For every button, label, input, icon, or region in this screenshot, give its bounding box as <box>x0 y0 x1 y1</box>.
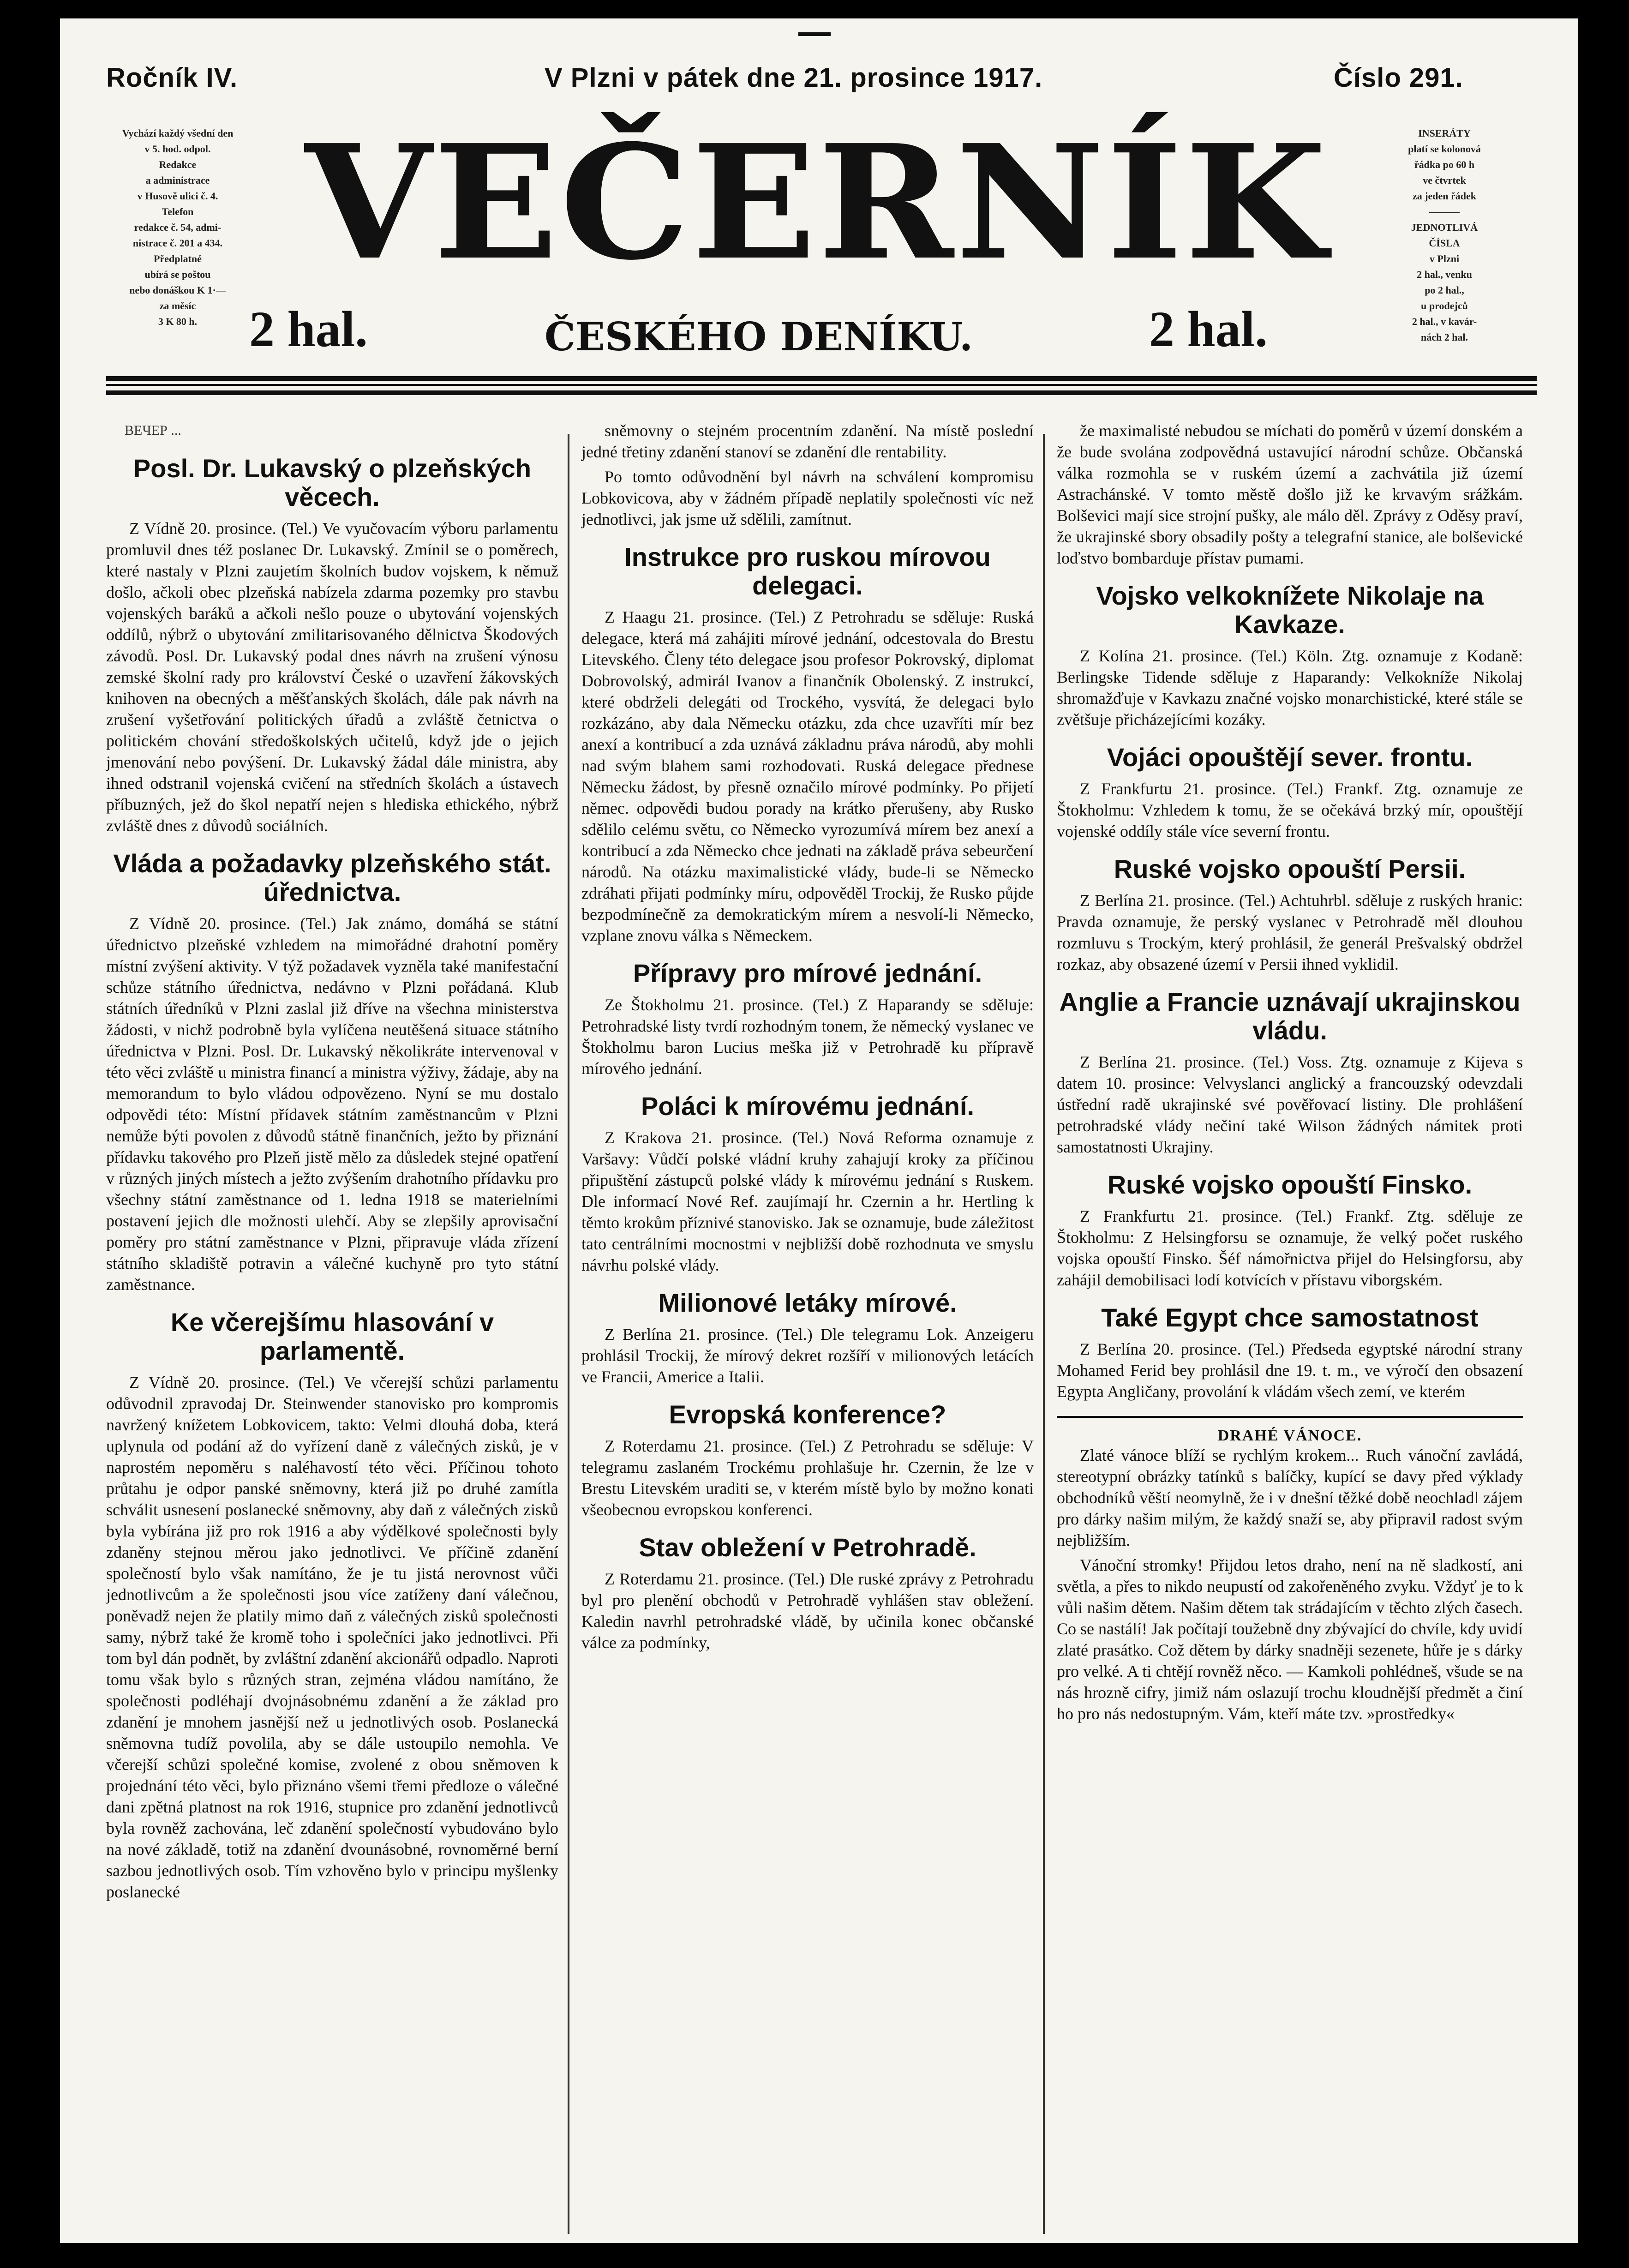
column-middle <box>581 420 1034 1657</box>
side-box-line: 2 hal., venku <box>1417 269 1472 280</box>
masthead-rule <box>106 376 1537 381</box>
article-paragraph: Z Berlína 21. prosince. (Tel.) Achtuhrbl. sděluje z ruských hranic: Pravda oznamuje, že perský vyslanec v Petrohradě měl dlouhou rozmluvu s Trockým, který prohlásil, že generál Prešvalský obdržel rozkaz, aby obsazené území v Persii ihned vyklidil. <box>1057 891 1523 973</box>
side-box-line: Vychází každý všední den <box>122 127 234 139</box>
article-paragraph: Z Kolína 21. prosince. (Tel.) Köln. Ztg. oznamuje z Kodaně: Berlingske Tidende sděluje z Haparandy: Velkokníže Nikolaj shromažďuje v Kavkazu značné vojsko monarchistické, které stále se zvětšuje přicházejícími kozáky. <box>1057 647 1523 729</box>
column-divider <box>1043 434 1045 2234</box>
side-box-line: nách 2 hal. <box>1420 331 1468 343</box>
side-box-line: ——— <box>1429 206 1460 217</box>
masthead-title: VEČERNÍK <box>305 111 1329 295</box>
top-mark <box>798 32 831 36</box>
feuilleton-title: DRAHÉ VÁNOCE. <box>1057 1416 1523 1445</box>
side-box-line: nistrace č. 201 a 434. <box>132 237 223 249</box>
side-box-line: ubírá se poštou <box>144 269 211 280</box>
issue-number: Číslo 291. <box>1334 63 1463 93</box>
side-box-line: v 5. hod. odpol. <box>144 143 211 155</box>
side-box-line: a administrace <box>145 174 210 186</box>
column-marker: ВЕЧЕР ... <box>125 423 181 438</box>
article-paragraph: Po tomto odůvodnění byl návrh na schválení kompromisu Lobkovicova, aby v žádném případě neplatily společnosti víc než jednotlivci, jak jsme už sdělili, zamítnut. <box>581 468 1034 528</box>
article-paragraph: sněmovny o stejném procentním zdanění. Na místě poslední jedné třetiny zdanění stanoví se zdanění dle rentability. <box>581 421 1034 461</box>
side-box-line: Telefon <box>162 206 194 217</box>
side-box-line: Redakce <box>159 159 197 170</box>
article-paragraph: Z Frankfurtu 21. prosince. (Tel.) Frankf. Ztg. sděluje ze Štokholmu: Z Helsingforsu se oznamuje, že velký počet ruského vojska opouští Finsko. Šéf námořnictva přijel do Helsingforsu, aby zahájil demobilisaci lodí kotvících v přístavu viborgském. <box>1057 1207 1523 1289</box>
article-paragraph: Zlaté vánoce blíží se rychlým krokem... Ruch vánoční zavládá, stereotypní obrázky tatínků s balíčky, kupící se davy před výklady obchodníků věští neomylně, že i v dnešní těžké době neochladl zájem pro dárky našim milým, že každý snaží se, aby připravil radost svým nejbližším. <box>1057 1446 1523 1549</box>
column-divider <box>568 434 569 2234</box>
side-box-line: u prodejců <box>1421 300 1468 312</box>
article-paragraph: Z Roterdamu 21. prosince. (Tel.) Dle ruské zprávy z Petrohradu byl pro plenění obchodů v Petrohradě vyhlášen stav obležení. Kaledin navrhl petrohradské vládě, by učinila konec občanské válce za podmínky, <box>581 1570 1034 1652</box>
article-headline: Přípravy pro mírové jednání. <box>633 959 982 988</box>
article-paragraph: Ze Štokholmu 21. prosince. (Tel.) Z Haparandy se sděluje: Petrohradské listy tvrdí rozhodným tonem, že německý vyslanec ve Štokholmu baron Lucius meška již v Petrohradě ku přípravě mírového jednání. <box>581 996 1034 1078</box>
article-headline: Stav obležení v Petrohradě. <box>639 1533 976 1562</box>
side-box-line: ve čtvrtek <box>1423 174 1466 186</box>
column-right <box>1057 420 1523 1728</box>
article-paragraph: že maximalisté nebudou se míchati do poměrů v území donském a že bude svolána zodpovědná ustavující národní schůze. Občanská válka rozmohla se v ruském území a zachvátila již území Astrachánské. V tomto městě došlo již ke krvavým srážkám. Bolševici mají sice strojní pušky, ale málo děl. Zprávy z Oděsy praví, že ukrajinské sbory obsadily pošty a telegrafní stanice, ale bolševické loďstvo bombarduje přístav pumami. <box>1057 421 1523 567</box>
article-headline: Ruské vojsko opouští Finsko. <box>1107 1170 1473 1199</box>
article-paragraph: Z Vídně 20. prosince. (Tel.) Jak známo, domáhá se státní úřednictvo plzeňské vzhledem na mimořádné drahotní poměry místní zvýšení aktivity. V týž požadavek vyzněla také manifestační schůze státního úřednictva, nedávno v Plzni pořádaná. Klub státních úředníků v Plzni zaslal již dříve na všechna ministerstva žádosti, v nichž podrobně byla vylíčena neutěšená situace státního úřednictva v Plzni. Posl. Dr. Lukavský několikráte intervenoval v této věci zvláště u ministra financí a ministra výživy, žádaje, aby na memorandum to bylo vládou odpovězeno. Nyní se mu dostalo odpovědi této: Místní přídavek státním zaměstnancům v Plzni nemůže býti povolen z důvodů státně finančních, ježto by přiznání přídavku takového pro Plzeň jistě mělo za důsledek stejné opatření v různých jiných místech a ježto zvýšením drahotního přídavku pro všechny státní zaměstnance od 1. ledna 1918 se materielními postavení jejich dle možnosti ulehčí. Aby se zlepšily aprovisační poměry pro státní zaměstnance v Plzni, připravuje vláda zřízení státního skladiště potravin a válečné kuchyně pro tyto státní zaměstnance. <box>106 914 558 1294</box>
side-box-line: ČÍSLA <box>1429 237 1460 249</box>
subtitle: ČESKÉHO DENÍKU. <box>545 314 973 360</box>
price-right: 2 hal. <box>1149 301 1268 357</box>
side-box-line: za měsíc <box>159 300 196 312</box>
dateline: V Plzni v pátek dne 21. prosince 1917. <box>545 63 1043 93</box>
side-box-line: 3 K 80 h. <box>158 316 198 327</box>
article-headline: Ruské vojsko opouští Persii. <box>1114 854 1466 883</box>
side-box-line: Předplatné <box>154 253 202 264</box>
side-box-line: v Husově ulici č. 4. <box>137 190 218 202</box>
article-paragraph: Z Berlína 21. prosince. (Tel.) Voss. Ztg. oznamuje z Kijeva s datem 10. prosince: Velvyslanci anglický a francouzský odevzdali ústřední radě ukrajinské své pověřovací listiny. Dle prohlášení petrohradské vlády nečiní také Wilson žádných námitek proti samostatnosti Ukrajiny. <box>1057 1053 1523 1156</box>
article-paragraph: Vánoční stromky! Přijdou letos draho, není na ně sladkostí, ani světla, a přes to nikdo neupustí od zakořeněného zvyku. Vždyť je to k vůli našim dětem. Našim dětem tak strádajícím v těchto zlých časech. Co se nastálí! Jak počítají toužebně dny zbývající do chvíle, kdy uvidí zlaté prasátko. Což dětem by dárky snadněji sezenete, hůře je s dárky pro velké. A ti chtějí rovněž něco. — Kamkoli pohlédneš, všude se na nás hrozně cifry, jimiž nám oslazují trochu kloudnější předmět a činí ho pro nás nedostupným. Vám, kteří máte tzv. »prostředky« <box>1057 1556 1523 1723</box>
side-box-line: po 2 hal., <box>1425 284 1464 296</box>
article-paragraph: Z Frankfurtu 21. prosince. (Tel.) Frankf. Ztg. oznamuje ze Štokholmu: Vzhledem k tomu, že se očekává brzký mír, opouštějí vojenské oddíly stále více severní frontu. <box>1057 780 1523 840</box>
article-headline: Posl. Dr. Lukavský o plzeňských věcech. <box>133 454 532 511</box>
side-box-line: platí se kolonová <box>1408 143 1481 155</box>
side-box-line: řádka po 60 h <box>1414 159 1475 170</box>
article-paragraph: Z Haagu 21. prosince. (Tel.) Z Petrohradu se sděluje: Ruská delegace, která má zahájiti mírové jednání, odcestovala do Brestu Litevského. Členy této delegace jsou profesor Pokrovský, diplomat Dobrovolský, admirál Ivanov a finančník Obolenský. Z instrukcí, které obdrželi delegáti od Trockého, vysvítá, že delegaci bylo rozkázáno, aby dala Německu otázku, zda chce uzavříti mír bez anexí a kontribucí a zda uznává základnu práva národů, aby mohli nad svým blahem sami rozhodovati. Ruská delegace přednese Německu žádost, by přesně označilo mírové podmínky. Po přijetí němec. odpovědi budou porady na krátko přerušeny, aby Rusko sdělilo celému světu, co Německo vyrozumívá mírem bez anexí a kontribucí a zda Německo chce jednati na základě práva sebeurčení národů. Na otázku maximalistické vlády, bude-li se Německo zdráhati přijati podmínky míru, odpověděl Trockij, že Rusko půjde bezpodmínečně za demokratickým mírem a nesvolí-li Německo, vzplane znovu válka s Německem. <box>581 608 1034 945</box>
article-paragraph: Z Berlína 20. prosince. (Tel.) Předseda egyptské národní strany Mohamed Ferid bey prohlásil dne 19. t. m., ve výročí den obsazení Egypta Angličany, provolání k vládám všech zemí, ve kterém <box>1057 1340 1523 1401</box>
article-paragraph: Z Berlína 21. prosince. (Tel.) Dle telegramu Lok. Anzeigeru prohlásil Trockij, že mírový dekret rozšíří v milionových letácích ve Francii, Americe a Italii. <box>581 1325 1034 1386</box>
side-box-line: 2 hal., v kavár- <box>1412 316 1477 327</box>
side-box-line: redakce č. 54, admi- <box>134 222 222 233</box>
article-headline: Také Egypt chce samostatnost <box>1101 1303 1479 1332</box>
newspaper-page <box>60 18 1578 2243</box>
article-headline: Vojáci opouštějí sever. frontu. <box>1107 743 1473 772</box>
article-headline: Vláda a požadavky plzeňského stát. úřednictva. <box>113 849 551 906</box>
side-box-line: INSERÁTY <box>1418 127 1471 139</box>
price-left: 2 hal. <box>249 301 368 357</box>
article-headline: Milionové letáky mírové. <box>658 1288 957 1317</box>
article-paragraph: Z Vídně 20. prosince. (Tel.) Ve včerejší schůzi parlamentu odůvodnil zpravodaj Dr. Steinwender stanovisko pro kompromis navržený knížetem Lobkovicem, takto: Velmi dlouhá doba, která uplynula od podání až do vyřízení daně z válečných zisků, je v naprostém nepoměru s naléhavostí této věci. Příčinou tohoto průtahu je odpor panské sněmovny, která již po druhé zamítla schválit usnesení poslanecké sněmovny, aby daň z válečných zisků byla vybírána již pro rok 1916 a aby výdělkové společnosti byly zdaněny stejnou měrou jako jednotlivci. Ve příčině zdanění společností bylo však namítáno, že je tu jistá nerovnost vůči jednotlivcům a že společnosti jsou více zatíženy daní válečnou, poněvadž nejen že platily mimo daň z válečných zisků společnosti samy, nýbrž také že kromě toho i společníci jako jednotlivci. Při tom byl dán podnět, by zvláštní zdanění akcionářů odpadlo. Naproti tomu však bylo s různých stran, zejména vládou namítáno, že společnosti podléhají dvojnásobnému zdanění a že základ pro zdanění je mnohem jasnější než u jednotlivých osob. Poslanecká sněmovna tudíž povolila, aby se dále ustoupilo nemohla. Ve včerejší schůzi společné komise, zvolené z obou sněmoven k projednání této věci, bylo přiznáno všemi třemi předloze o válečné dani zpětná platnost na rok 1916, stupnice pro zdanění jednotlivců byla rovněž zachována, leč zdanění společností vybudováno bylo na nové základě, totiž na zdanění dvounásobné, rovnoměrné berní sazbou jednotlivých osob. Tím vzhověno bylo v principu myšlenky poslanecké <box>106 1373 558 1901</box>
article-headline: Vojsko velkoknížete Nikolaje na Kavkaze. <box>1096 581 1484 639</box>
volume-number: Ročník IV. <box>106 63 238 93</box>
side-box-line: JEDNOTLIVÁ <box>1411 222 1478 233</box>
article-headline: Ke včerejšímu hlasování v parlamentě. <box>170 1308 494 1365</box>
article-headline: Instrukce pro ruskou mírovou delegaci. <box>624 542 991 600</box>
side-box-line: nebo donáškou K 1·— <box>129 284 226 296</box>
article-headline: Evropská konference? <box>669 1400 946 1429</box>
side-box-line: v Plzni <box>1429 253 1460 264</box>
article-paragraph: Z Vídně 20. prosince. (Tel.) Ve vyučovacím výboru parlamentu promluvil dnes též poslanec Dr. Lukavský. Zmínil se o poměrech, které nastaly v Plzni zaujetím školních budov vojskem, k němuž došlo, ačkoli obec plzeňská nabízela zdarma pozemky pro stavbu vojenských baráků a ačkoli nešlo pouze o ubytování vojenských oddílů, nýbrž o ubytování zmilitarisovaného dělnictva Škodových závodů. Posl. Dr. Lukavský podal dnes návrh na zrušení výnosu zemské školní rady pro království České o uzavření žákovských knihoven na obecných a měšťanských školách, dále pak návrh na zrušení vyšetřování politických úřadů a zvláště četnictva o politickém chování středoškolských učitelů, když jde o jejich jmenování nebo povýšení. Dr. Lukavský žádal dále ministra, aby ihned odstranil vojenská cvičení na středních školách a ústavech příbuzných, jež do škol nepatří nejen s hlediska ethického, nýbrž zvláště dnes z důvodů sociálních. <box>106 519 558 835</box>
masthead-rule-thin <box>106 384 1537 386</box>
article-paragraph: Z Krakova 21. prosince. (Tel.) Nová Reforma oznamuje z Varšavy: Vůdčí polské vládní kruhy zahajují kroky za příčinou připuštění zástupců polské vlády k mírovému jednání s Ruskem. Dle informací Nové Ref. zaujímají hr. Czernin a hr. Hertling k těmto krokům příznivé stanovisko. Jak se oznamuje, bude záležitost tato centrálními mocnostmi v nejbližší době rozhodnuta ve smyslu návrhu polské vlády. <box>581 1128 1034 1274</box>
side-box-line: za jeden řádek <box>1412 190 1477 202</box>
article-paragraph: Z Roterdamu 21. prosince. (Tel.) Z Petrohradu se sděluje: V telegramu zaslaném Trockému prohlašuje hr. Czernin, že lze v Brestu Litevském uraditi se, v kterém místě bylo by možno konati všeobecnou evropskou konferenci. <box>581 1437 1034 1519</box>
article-headline: Poláci k mírovému jednání. <box>641 1092 974 1121</box>
article-headline: Anglie a Francie uznávají ukrajinskou vládu. <box>1059 987 1521 1045</box>
masthead-rule-lower <box>106 390 1537 395</box>
column-left <box>106 420 558 1906</box>
